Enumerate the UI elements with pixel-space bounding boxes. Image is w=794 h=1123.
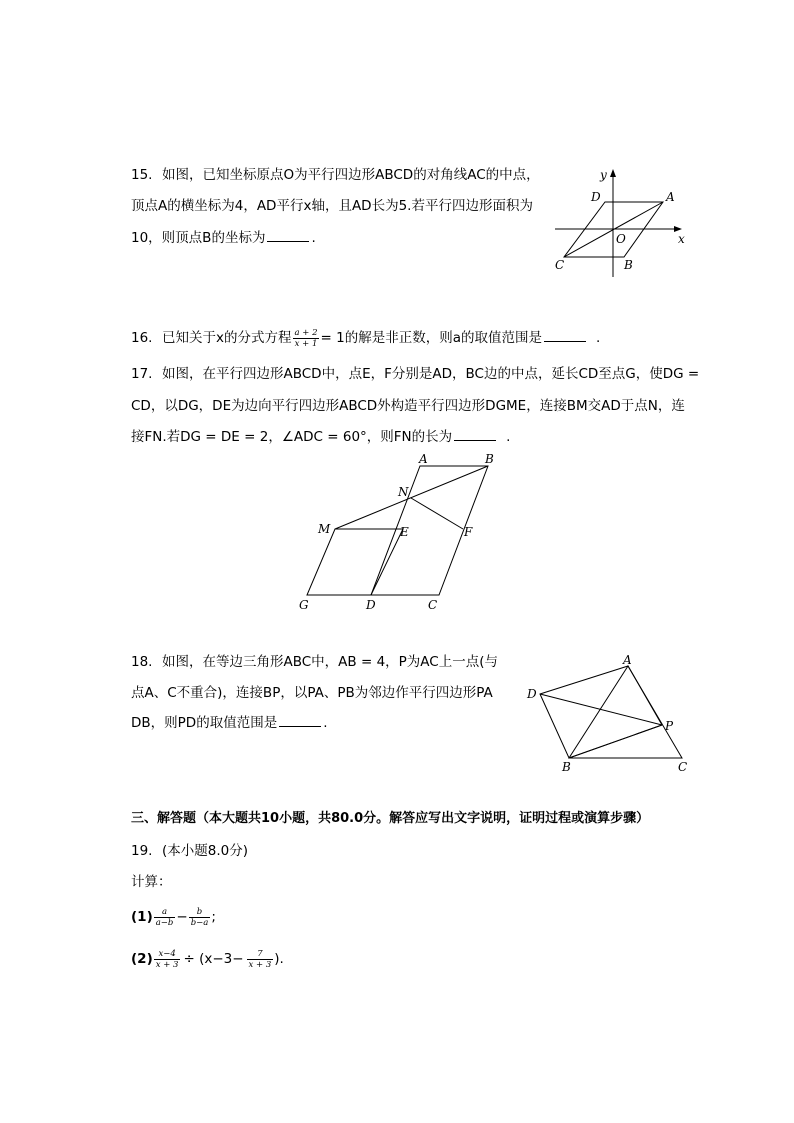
label-a: A (623, 653, 632, 667)
q19-p2-f1-den: x + 3 (155, 959, 179, 970)
q19-p1-fraction2 (189, 907, 211, 928)
segment-bp (569, 725, 662, 758)
q18-line3 (131, 713, 328, 733)
q18-answer-blank (279, 714, 321, 727)
q19-p1-f1-den: a−b (155, 917, 174, 928)
q19-p2-fraction2 (247, 949, 274, 970)
q17-text-line1: 如图，在平行四边形ABCD中，点E，F分别是AD，BC边的中点，延长CD至点G，使DG = (162, 366, 700, 382)
q15-text-line3: 10，则顶点B的坐标为 (131, 230, 266, 246)
q17-text-line2: CD，以DG，DE为边向平行四边形ABCD外构造平行四边形DGME，连接BM交AD于点N，连 (131, 398, 685, 414)
q15-text-line1: 如图，已知坐标原点O为平行四边形ABCD的对角线AC的中点， (162, 167, 540, 183)
label-c: C (428, 598, 438, 612)
q18-end: . (323, 715, 328, 731)
label-b: B (562, 760, 571, 774)
label-c: C (678, 760, 688, 774)
label-f: F (464, 525, 473, 539)
q19-p2-f2-den: x + 3 (248, 959, 272, 970)
parallelogram-dgme (307, 529, 403, 595)
q19-part2 (131, 946, 284, 972)
label-b: B (485, 452, 494, 466)
q19-prompt: 计算： (131, 874, 172, 890)
q19-part1-label: (1) (131, 909, 153, 925)
label-g: G (299, 598, 309, 612)
q16-frac-den: x + 1 (294, 338, 318, 349)
label-y: y (600, 168, 607, 182)
q19-p1-operator: − (176, 909, 188, 925)
q16-line (131, 326, 600, 350)
label-c: C (555, 258, 565, 272)
q17-line1 (131, 364, 699, 384)
q17-answer-blank (454, 428, 496, 441)
q15-text-line2: 顶点A的横坐标为4，AD平行x轴，且AD长为5.若平行四边形面积为 (131, 198, 533, 214)
q19-p2-f1-num: x−4 (158, 948, 176, 959)
q16-end: . (595, 330, 601, 346)
q19-p1-end: ; (211, 909, 216, 925)
q19-p1-f2-den: b−a (190, 917, 209, 928)
label-b: B (624, 258, 633, 272)
q16-answer-blank (544, 329, 586, 342)
q18-text-line3: DB，则PD的取值范围是 (131, 715, 278, 731)
q19-part1 (131, 904, 216, 930)
label-o: O (616, 232, 626, 246)
parallelogram-padb (540, 666, 662, 758)
label-e: E (400, 525, 409, 539)
q16-pre: 已知关于x的分式方程 (162, 330, 292, 346)
q17-text-line3: 接FN.若DG = DE = 2，∠ADC = 60°，则FN的长为 (131, 429, 453, 445)
q15-line1 (131, 165, 540, 185)
label-d: D (366, 598, 376, 612)
q16-frac-num: a + 2 (294, 327, 318, 338)
q16-fraction (293, 328, 320, 349)
q16-number: 16. (131, 330, 153, 346)
q17-end: . (506, 429, 511, 445)
label-x: x (678, 232, 685, 246)
q19-header (131, 841, 248, 861)
q19-part2-label: (2) (131, 951, 153, 967)
q19-p1-f1-num: a (162, 906, 168, 917)
q15-end: . (311, 230, 316, 246)
q19-p2-f2-num: 7 (257, 948, 263, 959)
q18-text-line1: 如图，在等边三角形ABC中，AB = 4，P为AC上一点(与 (162, 654, 498, 670)
q16-post: = 1的解是非正数，则a的取值范围是 (320, 330, 542, 346)
q15-figure (550, 165, 700, 280)
q15-line3 (131, 228, 316, 248)
label-a: A (419, 452, 428, 466)
segment-fn (411, 498, 463, 529)
q19-p2-fraction1 (154, 949, 181, 970)
segment-pd (540, 694, 662, 725)
q18-text-line2: 点A、C不重合)，连接BP，以PA、PB为邻边作平行四边形PA (131, 685, 493, 701)
q17-line3 (131, 427, 510, 447)
y-axis-arrow-icon (610, 169, 616, 177)
q19-p1-f2-num: b (196, 906, 203, 917)
q17-figure (290, 450, 510, 615)
q18-number: 18. (131, 654, 153, 670)
q19-p1-fraction1 (154, 907, 176, 928)
label-p: P (665, 719, 674, 733)
q19-number: 19. (131, 843, 153, 859)
section-3-title: 三、解答题（本大题共10小题，共80.0分。解答应写出文字说明，证明过程或演算步骤） (131, 811, 650, 826)
label-a: A (666, 190, 675, 204)
q15-number: 15. (131, 167, 153, 183)
q19-p2-mid: ÷ (x−3− (183, 951, 244, 967)
label-d: D (527, 687, 537, 701)
q19-p2-end: ). (274, 951, 284, 967)
label-n: N (398, 485, 409, 499)
label-d: D (591, 190, 601, 204)
q18-line1 (131, 652, 498, 672)
q15-answer-blank (267, 229, 309, 242)
q18-figure (520, 650, 700, 775)
q19-score: (本小题8.0分) (162, 843, 249, 859)
q17-number: 17. (131, 366, 153, 382)
segment-bm (335, 466, 488, 529)
label-m: M (318, 522, 331, 536)
